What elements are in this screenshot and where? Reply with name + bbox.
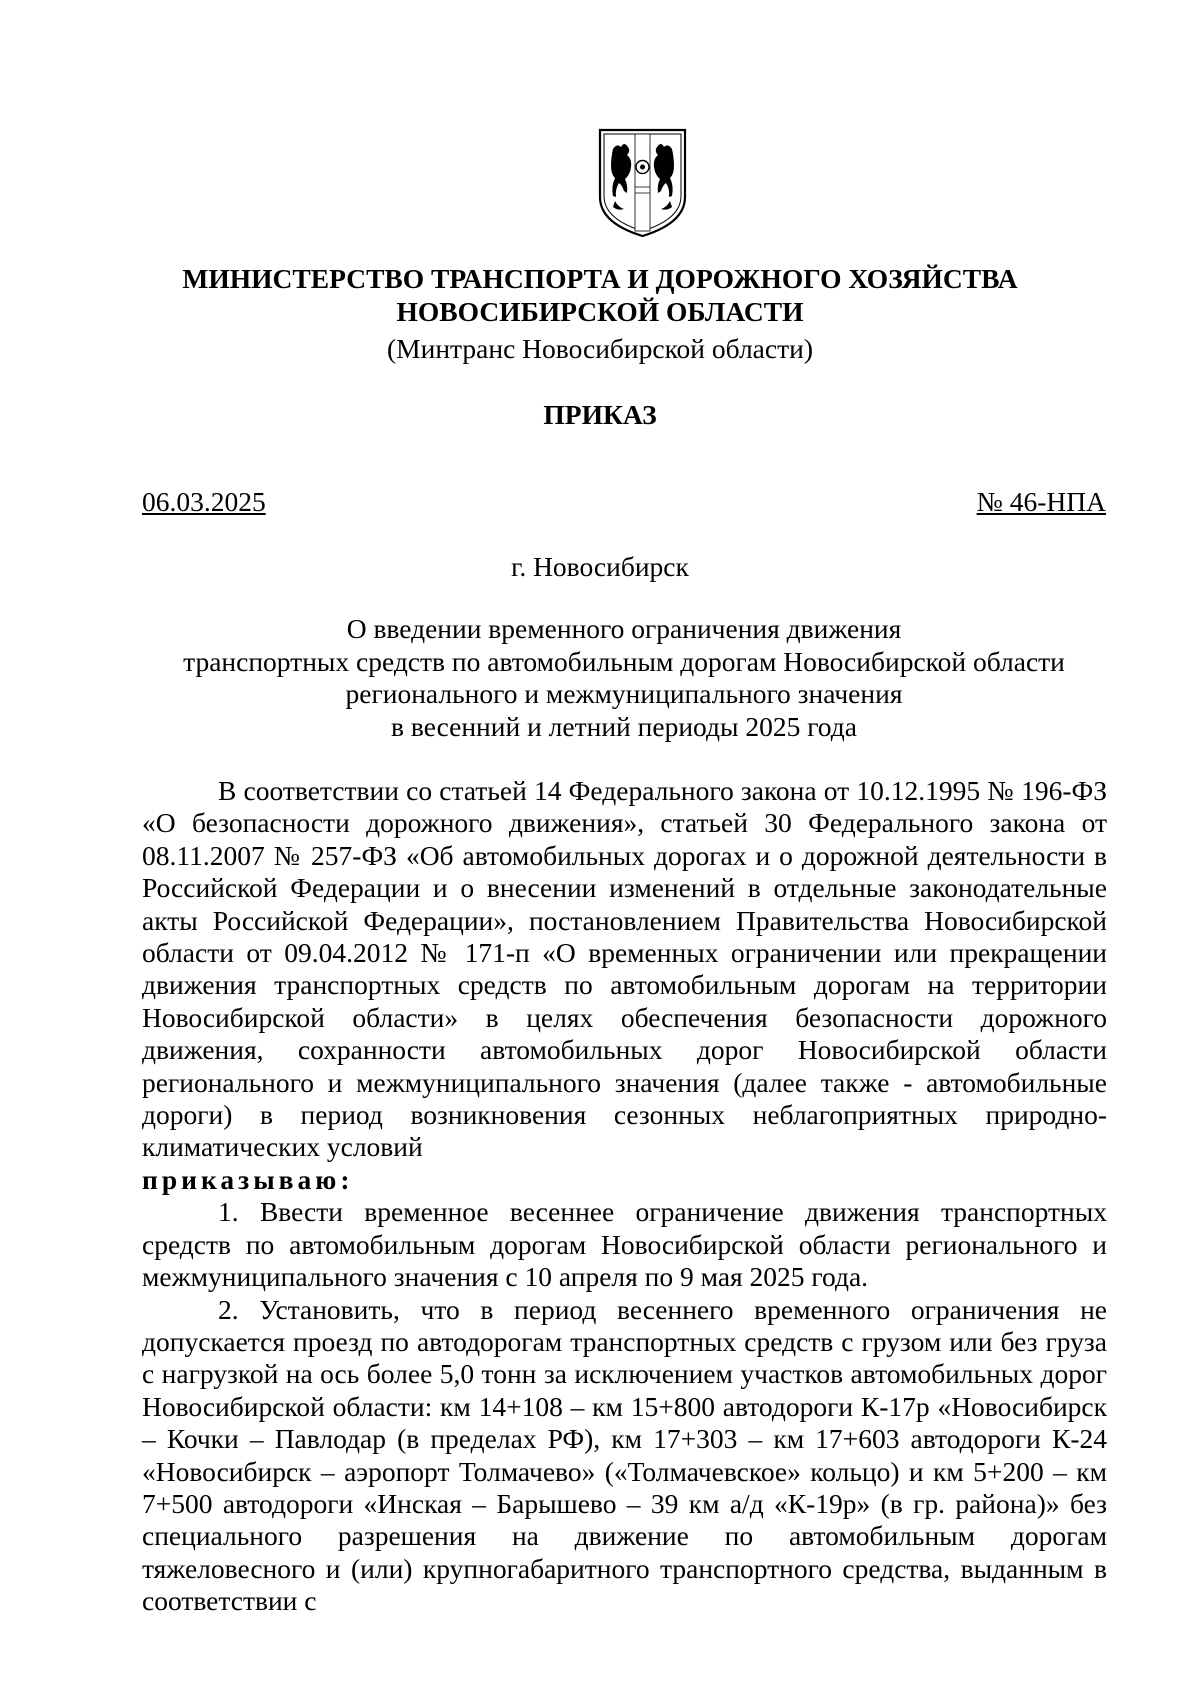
document-number: № 46-НПА (976, 486, 1106, 517)
order-word-text: приказываю (142, 1163, 341, 1195)
document-body (142, 775, 1107, 1618)
title-line: регионального и межмуниципального значения (345, 678, 903, 709)
ministry-name-line1: МИНИСТЕРСТВО ТРАНСПОРТА И ДОРОЖНОГО ХОЗЯЙСТВА (182, 263, 1018, 294)
document-city: г. Новосибирск (511, 551, 689, 582)
coat-of-arms-icon (597, 127, 688, 239)
title-line: О введении временного ограничения движения (346, 613, 902, 644)
document-date: 06.03.2025 (142, 486, 266, 517)
preamble-paragraph: В соответствии со статьей 14 Федерального закона от 10.12.1995 № 196-ФЗ «О безопасности дорожного движения», статьей 30 Федерального закона от 08.11.2007 № 257-ФЗ «Об автомобильных дорогах и о дорожной деятельности в Российской Федерации и о внесении изменений в отдельные законодательные акты Российской Федерации», постановлением Правительства Новосибирской области от 09.04.2012 № 171-п «О временных ограничении или прекращении движения транспортных средств по автомобильным дорогам на территории Новосибирской области» в целях обеспечения безопасности дорожного движения, сохранности автомобильных дорог Новосибирской области регионального и межмуниципального значения (далее также - автомобильные дороги) в период возникновения сезонных неблагоприятных природно-климатических условий (142, 775, 1107, 1163)
order-item-2: 2. Установить, что в период весеннего временного ограничения не допускается проезд по автодорогам транспортных средств с грузом или без груза с нагрузкой на ось более 5,0 тонн за исключением участков автомобильных дорог Новосибирской области: км 14+108 – км 15+800 автодороги К-17р «Новосибирск – Кочки – Павлодар (в пределах РФ), км 17+303 – км 17+603 автодороги К-24 «Новосибирск – аэропорт Толмачево» («Толмачевское» кольцо) и км 5+200 – км 7+500 автодороги «Инская – Барышево – 39 км а/д «К-19р» (в гр. района)» без специального разрешения на движение по автомобильным дорогам тяжеловесного и (или) крупногабаритного транспортного средства, выданным в соответствии с (142, 1293, 1107, 1617)
document-type: ПРИКАЗ (543, 399, 657, 430)
order-item-1: 1. Ввести временное весеннее ограничение движения транспортных средств по автомобильным дорогам Новосибирской области регионального и межмуниципального значения с 10 апреля по 9 мая 2025 года. (142, 1196, 1107, 1293)
order-word (142, 1164, 1107, 1196)
document-title (140, 613, 1108, 743)
ministry-name-line2: НОВОСИБИРСКОЙ ОБЛАСТИ (396, 296, 804, 327)
title-line: транспортных средств по автомобильным дорогам Новосибирской области (183, 645, 1065, 677)
ministry-name (150, 262, 1050, 328)
title-line: в весенний и летний периоды 2025 года (391, 710, 857, 742)
order-word-colon: : (340, 1163, 350, 1195)
ministry-short-name: (Минтранс Новосибирской области) (387, 333, 813, 364)
